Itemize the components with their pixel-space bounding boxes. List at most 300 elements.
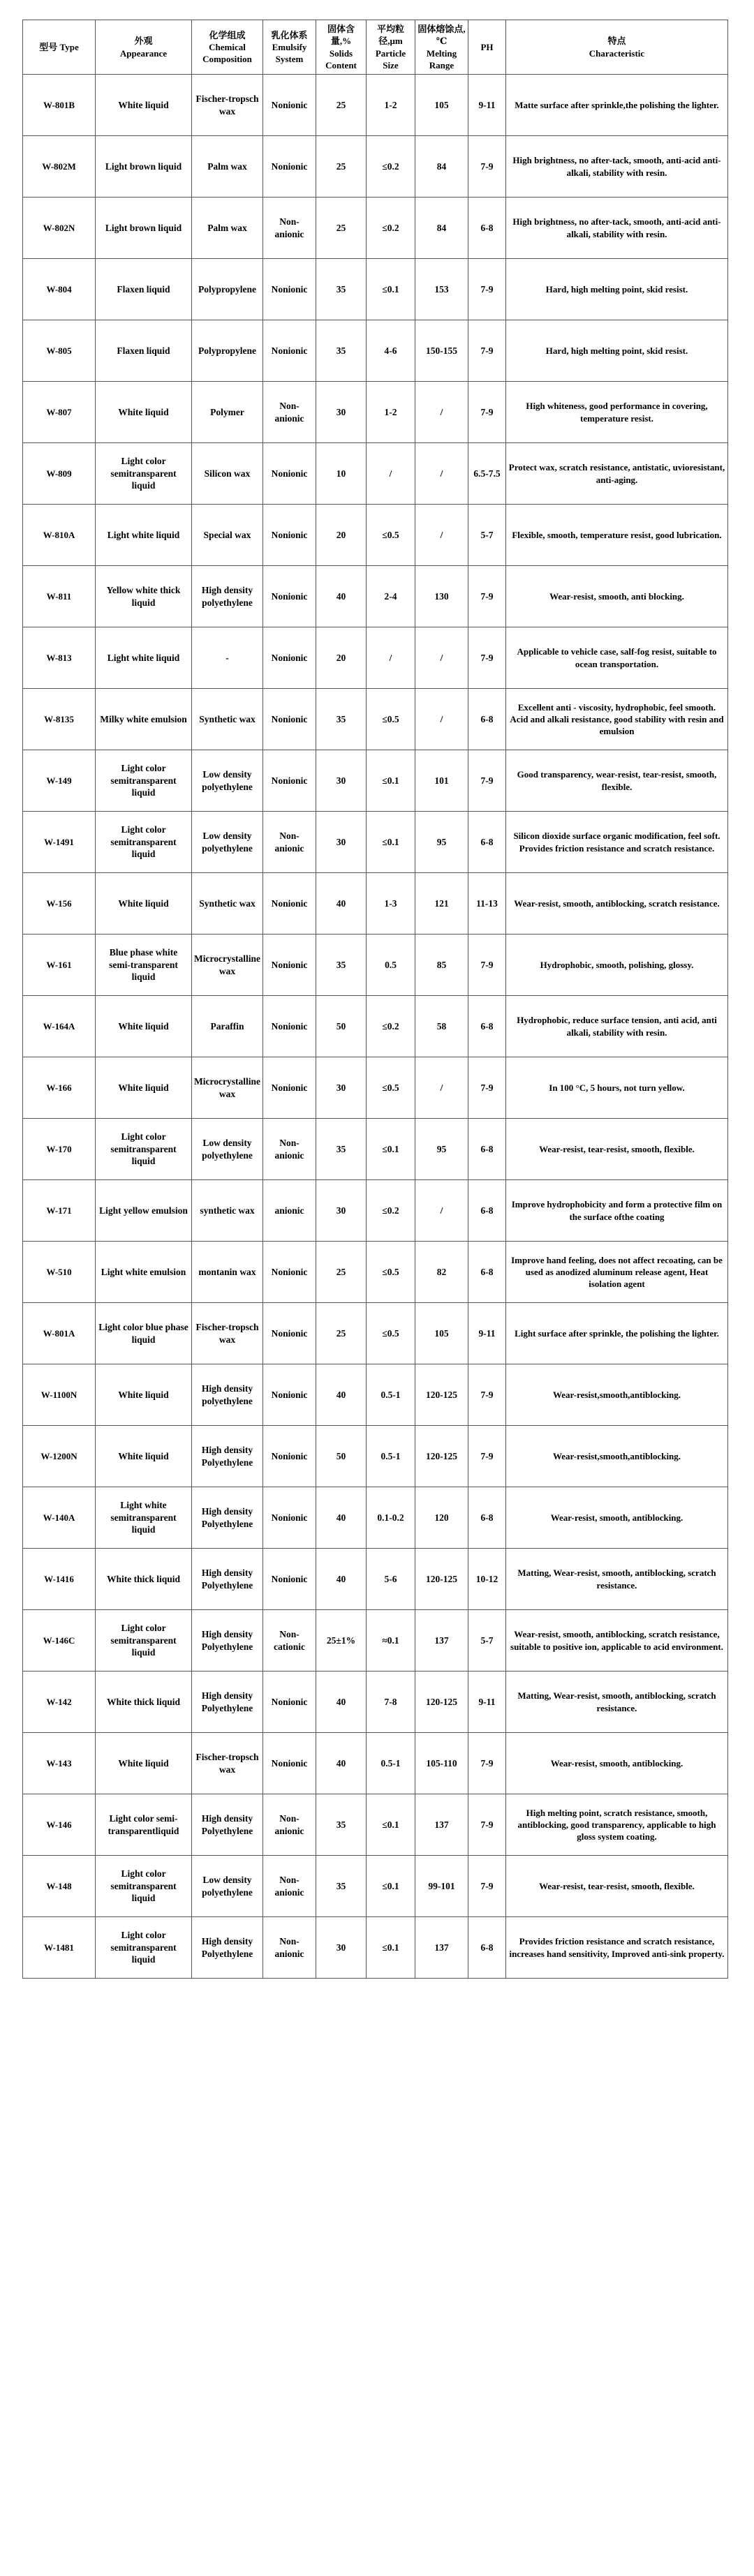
cell-solids: 50 [316,996,367,1057]
cell-emulsify: Non-anionic [263,812,316,873]
cell-composition: montanin wax [192,1242,263,1303]
cell-emulsify: Non-anionic [263,1794,316,1856]
cell-characteristic: Hydrophobic, smooth, polishing, glossy. [506,935,728,996]
cell-composition: Polymer [192,382,263,443]
cell-emulsify: Nonionic [263,1242,316,1303]
cell-characteristic: Silicon dioxide surface organic modification, feel soft. Provides friction resistance and scratch resistance. [506,812,728,873]
cell-particle: ≤0.5 [367,505,415,566]
cell-appearance: Flaxen liquid [96,259,192,320]
cell-particle: ≤0.2 [367,1180,415,1242]
cell-solids: 50 [316,1426,367,1487]
cell-composition: High density polyethylene [192,1364,263,1426]
cell-ph: 7-9 [468,627,506,689]
cell-particle: ≤0.2 [367,198,415,259]
cell-appearance: Light brown liquid [96,136,192,198]
cell-emulsify: Nonionic [263,1549,316,1610]
cell-emulsify: anionic [263,1180,316,1242]
table-row [23,1487,728,1549]
cell-appearance: White liquid [96,1364,192,1426]
cell-particle: ≤0.1 [367,1794,415,1856]
cell-emulsify: Nonionic [263,873,316,935]
cell-particle: ≤0.1 [367,1856,415,1917]
table-row [23,812,728,873]
cell-characteristic: Improve hydrophobicity and form a protective film on the surface ofthe coating [506,1180,728,1242]
cell-ph: 11-13 [468,873,506,935]
cell-composition: Silicon wax [192,443,263,505]
cell-characteristic: Hard, high melting point, skid resist. [506,259,728,320]
cell-model: W-801B [23,75,96,136]
cell-characteristic: Flexible, smooth, temperature resist, good lubrication. [506,505,728,566]
cell-characteristic: High brightness, no after-tack, smooth, anti-acid anti-alkali, stability with resin. [506,136,728,198]
cell-melting: 137 [415,1917,468,1979]
cell-particle: ≈0.1 [367,1610,415,1672]
cell-melting: 120-125 [415,1364,468,1426]
cell-particle: 0.5-1 [367,1426,415,1487]
cell-appearance: White liquid [96,1057,192,1119]
cell-emulsify: Nonionic [263,566,316,627]
cell-model: W-142 [23,1672,96,1733]
cell-ph: 7-9 [468,566,506,627]
cell-characteristic: Wear-resist, smooth, antiblocking, scratch resistance. [506,873,728,935]
cell-characteristic: Wear-resist, smooth, anti blocking. [506,566,728,627]
cell-model: W-146 [23,1794,96,1856]
cell-ph: 7-9 [468,750,506,812]
cell-ph: 6-8 [468,1917,506,1979]
cell-melting: 105 [415,75,468,136]
cell-melting: / [415,443,468,505]
cell-composition: Fischer-tropsch wax [192,75,263,136]
table-row [23,1610,728,1672]
cell-model: W-1491 [23,812,96,873]
header-row [23,20,728,75]
cell-characteristic: Wear-resist, smooth, antiblocking, scratch resistance, suitable to positive ion, applicable to acid environment. [506,1610,728,1672]
cell-composition: Special wax [192,505,263,566]
cell-melting: 153 [415,259,468,320]
cell-composition: Palm wax [192,136,263,198]
header-particle: 平均粒径,μm Particle Size [367,20,415,75]
cell-composition: Fischer-tropsch wax [192,1733,263,1794]
cell-composition: synthetic wax [192,1180,263,1242]
cell-emulsify: Nonionic [263,1672,316,1733]
cell-melting: 120-125 [415,1426,468,1487]
cell-solids: 30 [316,382,367,443]
cell-solids: 25 [316,1242,367,1303]
table-row [23,627,728,689]
cell-melting: 95 [415,1119,468,1180]
cell-model: W-148 [23,1856,96,1917]
cell-ph: 6-8 [468,1180,506,1242]
table-row [23,198,728,259]
cell-appearance: White liquid [96,1733,192,1794]
header-appearance: 外观 Appearance [96,20,192,75]
header-characteristic: 特点 Characteristic [506,20,728,75]
cell-characteristic: Hard, high melting point, skid resist. [506,320,728,382]
cell-composition: High density Polyethylene [192,1917,263,1979]
cell-ph: 6-8 [468,689,506,750]
cell-particle: 5-6 [367,1549,415,1610]
cell-characteristic: High whiteness, good performance in covering, temperature resist. [506,382,728,443]
cell-appearance: Light white liquid [96,505,192,566]
cell-appearance: Flaxen liquid [96,320,192,382]
cell-ph: 7-9 [468,1794,506,1856]
cell-appearance: Light color semitransparent liquid [96,1917,192,1979]
table-row [23,75,728,136]
cell-melting: 105 [415,1303,468,1364]
cell-model: W-1100N [23,1364,96,1426]
cell-model: W-171 [23,1180,96,1242]
cell-solids: 25±1% [316,1610,367,1672]
cell-appearance: Blue phase white semi-transparent liquid [96,935,192,996]
cell-emulsify: Nonionic [263,1426,316,1487]
cell-emulsify: Nonionic [263,443,316,505]
cell-model: W-143 [23,1733,96,1794]
cell-ph: 7-9 [468,1057,506,1119]
cell-appearance: White liquid [96,996,192,1057]
cell-particle: 4-6 [367,320,415,382]
cell-composition: Microcrystalline wax [192,935,263,996]
cell-ph: 7-9 [468,1426,506,1487]
cell-appearance: White liquid [96,1426,192,1487]
cell-emulsify: Non-anionic [263,1917,316,1979]
cell-melting: / [415,1180,468,1242]
cell-ph: 7-9 [468,1364,506,1426]
table-row [23,382,728,443]
cell-composition: High density polyethylene [192,566,263,627]
cell-solids: 25 [316,75,367,136]
header-model: 型号 Type [23,20,96,75]
cell-melting: 137 [415,1610,468,1672]
cell-characteristic: Improve hand feeling, does not affect recoating, can be used as anodized aluminum release agent, Heat isolation agent [506,1242,728,1303]
cell-solids: 40 [316,1733,367,1794]
cell-ph: 6-8 [468,1487,506,1549]
cell-melting: 84 [415,198,468,259]
cell-characteristic: Wear-resist, tear-resist, smooth, flexible. [506,1856,728,1917]
cell-ph: 5-7 [468,505,506,566]
cell-melting: 105-110 [415,1733,468,1794]
cell-composition: Low density polyethylene [192,1856,263,1917]
cell-melting: 82 [415,1242,468,1303]
cell-appearance: Light white liquid [96,627,192,689]
table-row [23,1733,728,1794]
cell-appearance: White thick liquid [96,1672,192,1733]
cell-melting: 120-125 [415,1549,468,1610]
cell-model: W-1200N [23,1426,96,1487]
cell-solids: 35 [316,320,367,382]
cell-characteristic: Wear-resist, smooth, antiblocking. [506,1487,728,1549]
cell-appearance: Light yellow emulsion [96,1180,192,1242]
cell-composition: High density Polyethylene [192,1610,263,1672]
cell-ph: 7-9 [468,382,506,443]
cell-emulsify: Nonionic [263,1057,316,1119]
cell-emulsify: Non-anionic [263,198,316,259]
table-row [23,689,728,750]
cell-appearance: White liquid [96,75,192,136]
cell-model: W-801A [23,1303,96,1364]
table-row [23,1180,728,1242]
cell-melting: 130 [415,566,468,627]
cell-characteristic: Provides friction resistance and scratch resistance, increases hand sensitivity, Improved anti-sink property. [506,1917,728,1979]
cell-particle: 1-3 [367,873,415,935]
cell-particle: ≤0.5 [367,1057,415,1119]
cell-melting: 137 [415,1794,468,1856]
header-ph: PH [468,20,506,75]
cell-emulsify: Nonionic [263,750,316,812]
cell-melting: / [415,1057,468,1119]
cell-particle: ≤0.5 [367,1303,415,1364]
cell-particle: ≤0.1 [367,259,415,320]
cell-appearance: Light color semitransparent liquid [96,1119,192,1180]
cell-emulsify: Nonionic [263,1364,316,1426]
table-row [23,935,728,996]
cell-emulsify: Nonionic [263,935,316,996]
cell-solids: 30 [316,1057,367,1119]
cell-composition: Low density polyethylene [192,812,263,873]
cell-particle: ≤0.5 [367,689,415,750]
cell-particle: 0.1-0.2 [367,1487,415,1549]
cell-model: W-1416 [23,1549,96,1610]
cell-emulsify: Nonionic [263,627,316,689]
cell-emulsify: Nonionic [263,1303,316,1364]
cell-composition: High density Polyethylene [192,1487,263,1549]
cell-emulsify: Nonionic [263,75,316,136]
cell-characteristic: Wear-resist,smooth,antiblocking. [506,1426,728,1487]
cell-model: W-510 [23,1242,96,1303]
cell-composition: Polypropylene [192,259,263,320]
table-row [23,873,728,935]
cell-solids: 35 [316,935,367,996]
cell-particle: 2-4 [367,566,415,627]
table-row [23,750,728,812]
table-row [23,1303,728,1364]
cell-solids: 40 [316,1549,367,1610]
cell-appearance: Light color semitransparent liquid [96,1610,192,1672]
cell-composition: Synthetic wax [192,689,263,750]
wax-emulsion-table [22,20,728,1979]
cell-characteristic: Excellent anti - viscosity, hydrophobic, feel smooth. Acid and alkali resistance, good stability with resin and emulsion [506,689,728,750]
cell-solids: 30 [316,1180,367,1242]
cell-emulsify: Nonionic [263,505,316,566]
table-row [23,1856,728,1917]
cell-characteristic: Matting, Wear-resist, smooth, antiblocking, scratch resistance. [506,1672,728,1733]
cell-model: W-140A [23,1487,96,1549]
cell-melting: 58 [415,996,468,1057]
cell-model: W-802N [23,198,96,259]
cell-characteristic: High brightness, no after-tack, smooth, anti-acid anti-alkali, stability with resin. [506,198,728,259]
table-row [23,1672,728,1733]
cell-appearance: Light white emulsion [96,1242,192,1303]
cell-composition: - [192,627,263,689]
cell-ph: 9-11 [468,1303,506,1364]
cell-characteristic: Matting, Wear-resist, smooth, antiblocking, scratch resistance. [506,1549,728,1610]
cell-appearance: Light color semitransparent liquid [96,1856,192,1917]
cell-model: W-156 [23,873,96,935]
cell-solids: 20 [316,505,367,566]
table-row [23,1364,728,1426]
cell-ph: 6-8 [468,198,506,259]
cell-particle: ≤0.1 [367,812,415,873]
header-solids: 固体含量,% Solids Content [316,20,367,75]
cell-emulsify: Non-anionic [263,1119,316,1180]
cell-appearance: Yellow white thick liquid [96,566,192,627]
cell-ph: 6-8 [468,996,506,1057]
table-row [23,1426,728,1487]
cell-particle: 0.5-1 [367,1733,415,1794]
cell-solids: 40 [316,1487,367,1549]
cell-melting: 150-155 [415,320,468,382]
cell-characteristic: Matte surface after sprinkle,the polishing the lighter. [506,75,728,136]
table-row [23,1057,728,1119]
cell-melting: 85 [415,935,468,996]
cell-characteristic: Wear-resist,smooth,antiblocking. [506,1364,728,1426]
cell-melting: / [415,382,468,443]
cell-ph: 7-9 [468,136,506,198]
cell-model: W-149 [23,750,96,812]
cell-melting: 99-101 [415,1856,468,1917]
cell-ph: 6-8 [468,1119,506,1180]
cell-model: W-810A [23,505,96,566]
cell-particle: 1-2 [367,382,415,443]
cell-composition: Low density polyethylene [192,750,263,812]
cell-characteristic: Protect wax, scratch resistance, antistatic, uvioresistant, anti-aging. [506,443,728,505]
cell-model: W-805 [23,320,96,382]
cell-ph: 5-7 [468,1610,506,1672]
header-composition: 化学组成 Chemical Composition [192,20,263,75]
cell-emulsify: Non-anionic [263,1856,316,1917]
cell-ph: 7-9 [468,320,506,382]
cell-solids: 35 [316,259,367,320]
cell-appearance: Light color blue phase liquid [96,1303,192,1364]
cell-ph: 7-9 [468,935,506,996]
cell-composition: High density Polyethylene [192,1549,263,1610]
cell-characteristic: Wear-resist, smooth, antiblocking. [506,1733,728,1794]
cell-solids: 30 [316,812,367,873]
cell-appearance: White thick liquid [96,1549,192,1610]
cell-particle: / [367,627,415,689]
cell-particle: ≤0.5 [367,1242,415,1303]
cell-solids: 35 [316,1119,367,1180]
cell-particle: 0.5-1 [367,1364,415,1426]
cell-composition: Low density polyethylene [192,1119,263,1180]
table-row [23,996,728,1057]
cell-solids: 35 [316,689,367,750]
cell-ph: 6.5-7.5 [468,443,506,505]
cell-composition: Microcrystalline wax [192,1057,263,1119]
cell-characteristic: Wear-resist, tear-resist, smooth, flexible. [506,1119,728,1180]
cell-model: W-809 [23,443,96,505]
cell-characteristic: High melting point, scratch resistance, smooth, antiblocking, good transparency, applicable to high gloss system coating. [506,1794,728,1856]
table-row [23,566,728,627]
cell-appearance: Light color semitransparent liquid [96,750,192,812]
cell-characteristic: Light surface after sprinkle, the polishing the lighter. [506,1303,728,1364]
header-melting: 固体熔馀点,℃ Melting Range [415,20,468,75]
cell-model: W-8135 [23,689,96,750]
table-body [23,75,728,1979]
cell-melting: / [415,627,468,689]
cell-composition: Polypropylene [192,320,263,382]
cell-emulsify: Nonionic [263,1733,316,1794]
cell-appearance: Light color semi-transparentliquid [96,1794,192,1856]
cell-particle: ≤0.1 [367,1917,415,1979]
cell-composition: Paraffin [192,996,263,1057]
cell-characteristic: In 100 °C, 5 hours, not turn yellow. [506,1057,728,1119]
cell-solids: 30 [316,750,367,812]
cell-ph: 6-8 [468,812,506,873]
cell-model: W-813 [23,627,96,689]
table-row [23,1794,728,1856]
cell-solids: 40 [316,566,367,627]
cell-ph: 10-12 [468,1549,506,1610]
cell-composition: High density Polyethylene [192,1672,263,1733]
table-row [23,1917,728,1979]
cell-composition: Palm wax [192,198,263,259]
cell-appearance: White liquid [96,382,192,443]
cell-appearance: White liquid [96,873,192,935]
cell-model: W-166 [23,1057,96,1119]
header-emulsify: 乳化体系 Emulsify System [263,20,316,75]
table-row [23,1119,728,1180]
cell-ph: 9-11 [468,1672,506,1733]
cell-characteristic: Applicable to vehicle case, salf-fog resist, suitable to ocean transportation. [506,627,728,689]
cell-solids: 40 [316,873,367,935]
cell-composition: Synthetic wax [192,873,263,935]
cell-composition: High density Polyethylene [192,1794,263,1856]
cell-model: W-161 [23,935,96,996]
product-spec-sheet [22,20,727,1979]
cell-model: W-170 [23,1119,96,1180]
cell-characteristic: Good transparency, wear-resist, tear-resist, smooth, flexible. [506,750,728,812]
cell-particle: ≤0.2 [367,136,415,198]
cell-particle: ≤0.1 [367,1119,415,1180]
cell-composition: Fischer-tropsch wax [192,1303,263,1364]
table-row [23,443,728,505]
table-row [23,505,728,566]
cell-melting: 84 [415,136,468,198]
cell-appearance: Light white semitransparent liquid [96,1487,192,1549]
cell-composition: High density Polyethylene [192,1426,263,1487]
cell-emulsify: Nonionic [263,320,316,382]
cell-emulsify: Nonionic [263,996,316,1057]
cell-model: W-1481 [23,1917,96,1979]
cell-particle: 1-2 [367,75,415,136]
cell-ph: 7-9 [468,1733,506,1794]
cell-melting: / [415,505,468,566]
cell-solids: 35 [316,1856,367,1917]
table-row [23,1549,728,1610]
cell-particle: 7-8 [367,1672,415,1733]
cell-solids: 20 [316,627,367,689]
cell-solids: 40 [316,1364,367,1426]
cell-solids: 25 [316,136,367,198]
cell-ph: 6-8 [468,1242,506,1303]
cell-solids: 25 [316,198,367,259]
cell-model: W-146C [23,1610,96,1672]
cell-ph: 7-9 [468,259,506,320]
cell-model: W-804 [23,259,96,320]
cell-particle: / [367,443,415,505]
cell-emulsify: Nonionic [263,1487,316,1549]
cell-ph: 9-11 [468,75,506,136]
cell-particle: ≤0.2 [367,996,415,1057]
cell-solids: 25 [316,1303,367,1364]
table-row [23,259,728,320]
cell-solids: 30 [316,1917,367,1979]
cell-appearance: Milky white emulsion [96,689,192,750]
cell-particle: 0.5 [367,935,415,996]
cell-emulsify: Non-anionic [263,382,316,443]
cell-emulsify: Non-cationic [263,1610,316,1672]
cell-model: W-802M [23,136,96,198]
cell-model: W-807 [23,382,96,443]
